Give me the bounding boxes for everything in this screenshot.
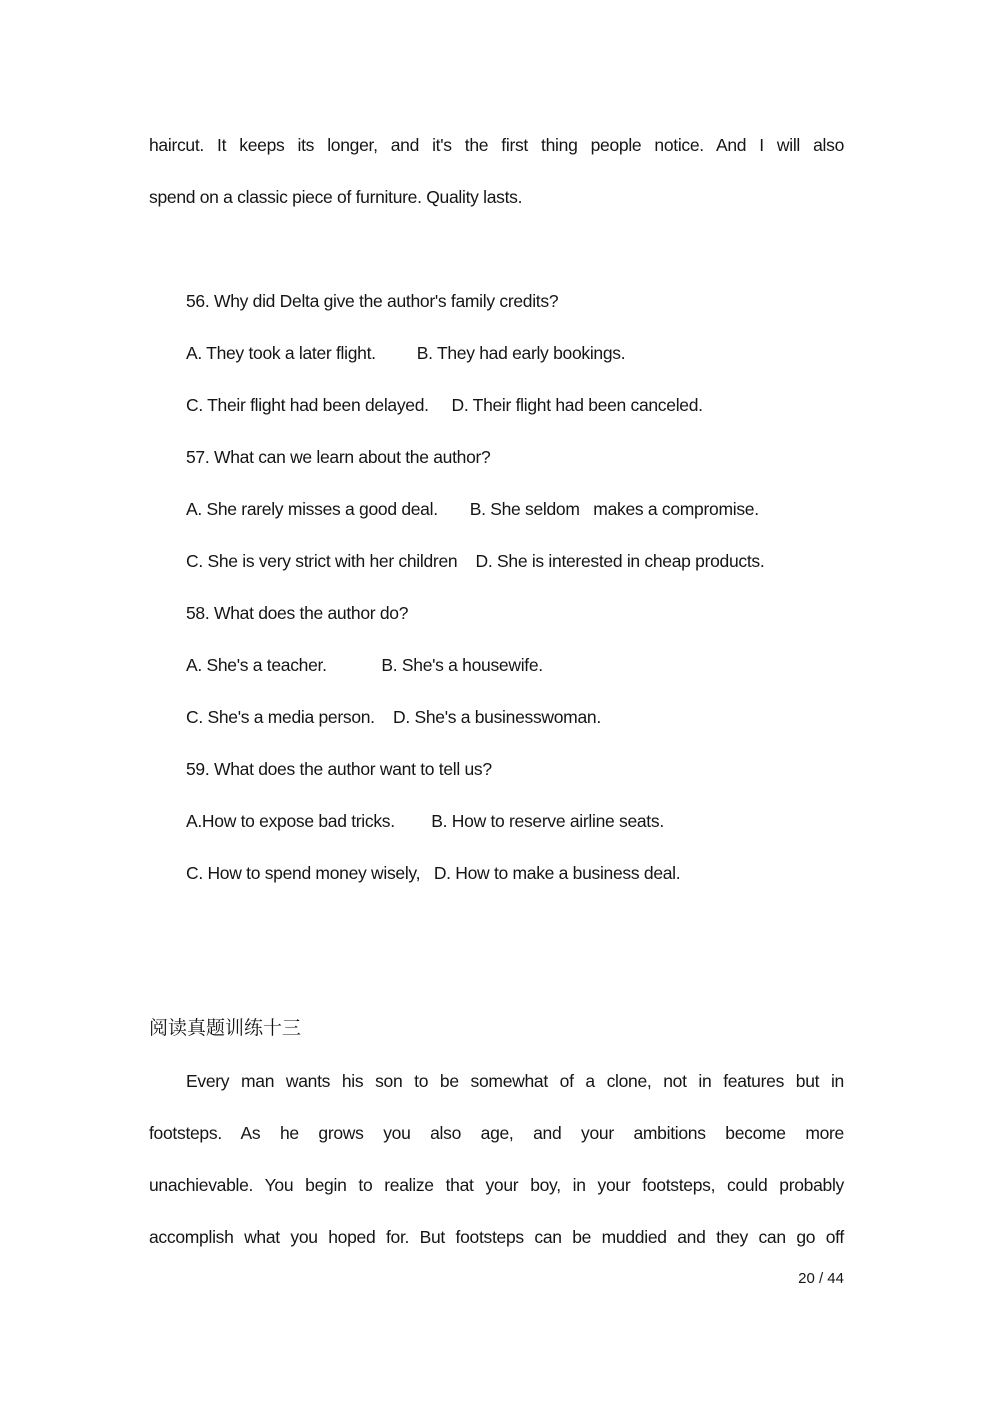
passage-line: unachievable. You begin to realize that your boy, in your footsteps, could probably bbox=[149, 1175, 844, 1195]
question-prompt-57: 57. What can we learn about the author? bbox=[186, 447, 491, 467]
blank-line bbox=[149, 223, 844, 275]
document-body bbox=[149, 119, 844, 1263]
question-prompt-59: 59. What does the author want to tell us? bbox=[186, 759, 492, 779]
paragraph-line: haircut. It keeps its longer, and it's the first thing people notice. And I will also bbox=[149, 135, 844, 155]
options-row-58-cd: C. She's a media person. D. She's a businesswoman. bbox=[186, 707, 601, 727]
passage-line: footsteps. As he grows you also age, and your ambitions become more bbox=[149, 1123, 844, 1143]
section-heading: 阅读真题训练十三 bbox=[149, 1018, 302, 1039]
paragraph-line: spend on a classic piece of furniture. Quality lasts. bbox=[149, 187, 523, 207]
options-row-58-ab: A. She's a teacher. B. She's a housewife. bbox=[186, 655, 543, 675]
page-footer bbox=[149, 1270, 844, 1287]
page-number: 20 / 44 bbox=[798, 1270, 844, 1287]
question-prompt-58: 58. What does the author do? bbox=[186, 603, 409, 623]
options-row-57-cd: C. She is very strict with her children D. She is interested in cheap products. bbox=[186, 551, 765, 571]
options-row-56-ab: A. They took a later flight. B. They had early bookings. bbox=[186, 343, 626, 363]
question-prompt-56: 56. Why did Delta give the author's family credits? bbox=[186, 291, 559, 311]
blank-line bbox=[149, 899, 844, 951]
options-row-56-cd: C. Their flight had been delayed. D. Their flight had been canceled. bbox=[186, 395, 703, 415]
passage-line: Every man wants his son to be somewhat of a clone, not in features but in bbox=[186, 1071, 844, 1091]
options-row-59-cd: C. How to spend money wisely, D. How to make a business deal. bbox=[186, 863, 681, 883]
options-row-57-ab: A. She rarely misses a good deal. B. She seldom makes a compromise. bbox=[186, 499, 759, 519]
blank-line bbox=[149, 951, 844, 1003]
options-row-59-ab: A.How to expose bad tricks. B. How to reserve airline seats. bbox=[186, 811, 664, 831]
passage-line: accomplish what you hoped for. But footsteps can be muddied and they can go off bbox=[149, 1227, 844, 1247]
